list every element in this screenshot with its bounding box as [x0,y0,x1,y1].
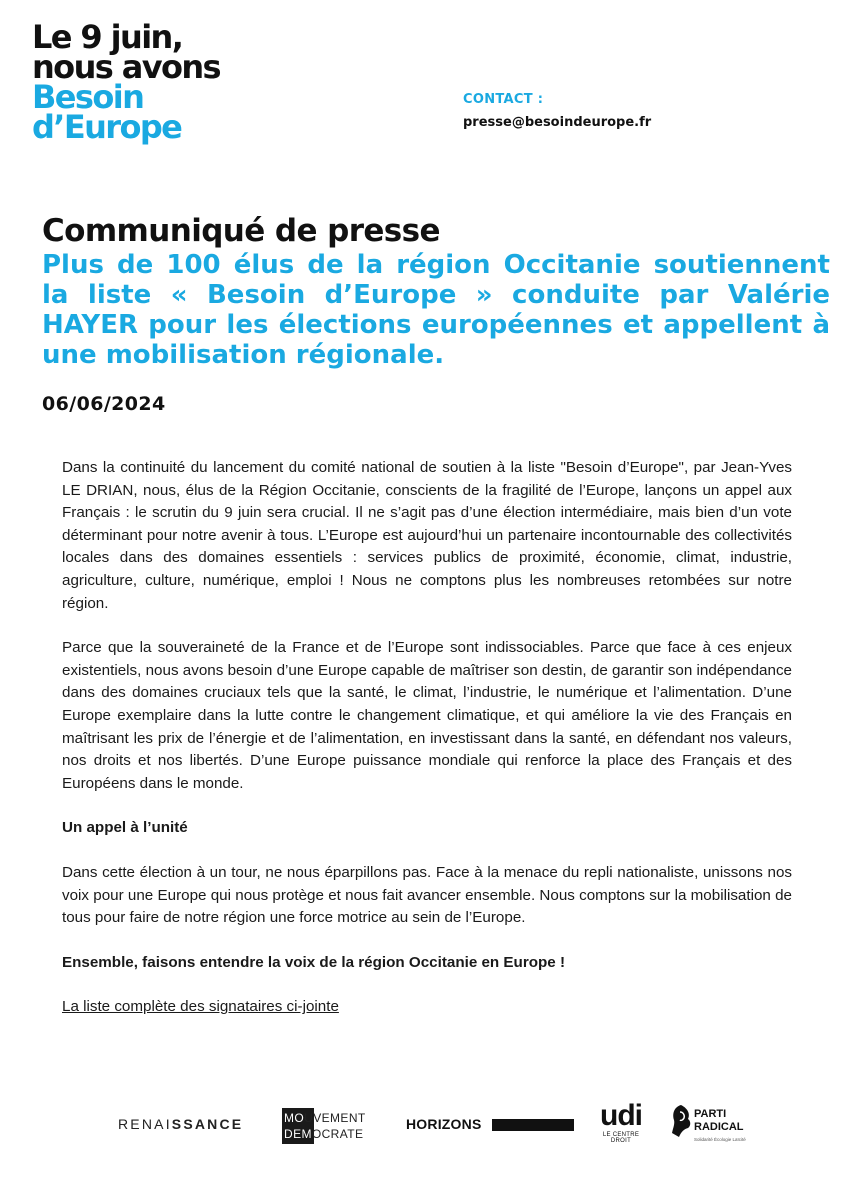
press-title: Communiqué de presse [42,213,440,249]
brand-line-3: Besoin [32,78,144,116]
closing-statement: Ensemble, faisons entendre la voix de la région Occitanie en Europe ! [62,953,566,971]
contact-label: CONTACT : [463,92,544,107]
modem-line-2a: DEM [284,1127,312,1141]
signatories-link[interactable]: La liste complète des signataires ci-jointe [62,998,339,1016]
udi-subtitle: LE CENTRE DROIT [602,1132,640,1144]
party-logos [118,1099,758,1150]
renaissance-text-a: RENAI [118,1116,172,1132]
contact-email[interactable]: presse@besoindeurope.fr [463,115,652,130]
press-date: 06/06/2024 [42,393,166,415]
modem-logo [282,1108,390,1144]
press-headline: Plus de 100 élus de la région Occitanie soutiennent la liste « Besoin d’Europe » conduite par Valérie HAYER pour les élections européennes et appellent à une mobilisation régionale. [42,250,830,370]
modem-line-2b: OCRATE [311,1127,364,1141]
radical-text: RADICAL [694,1121,744,1133]
modem-line-1b: UVEMENT [304,1111,366,1125]
udi-text: udi [600,1099,642,1132]
horizons-text: HORIZONS [406,1116,482,1132]
horizons-logo [406,1116,574,1132]
marianne-icon [670,1104,692,1138]
parti-radical-logo [670,1104,750,1150]
paragraph-1: Dans la continuité du lancement du comité national de soutien à la liste "Besoin d’Europe", par Jean-Yves LE DRIAN, nous, élus de la Région Occitanie, conscients de la fragilité de l’Europe, lançons un appel aux Français : le scrutin du 9 juin sera crucial. Il ne s’agit pas d’une élection intermédiaire, mais bien d’un vote déterminant pour notre avenir à tous. L’Europe est aujourd’hui un partenaire incontournable des collectivités locales dans des domaines essentiels : services publics de proximité, économie, climat, industrie, agriculture, culture, numérique, emploi ! Nous ne comptons plus les nombreuses retombées sur notre région. [62,459,792,612]
modem-line-1a: MO [284,1111,305,1125]
brand-line-2: nous avons [32,48,221,86]
contact-block [463,92,651,130]
parti-text: PARTI [694,1108,727,1120]
renaissance-logo [118,1116,243,1132]
paragraph-3: Dans cette élection à un tour, ne nous éparpillons pas. Face à la menace du repli nationaliste, unissons nos voix pour une Europe qui nous protège et nous fait avancer ensemble. Nous comptons sur la mobilisation de tous pour faire de notre région une force motrice au sein de l’Europe. [62,863,792,927]
brand-line-4: d’Europe [32,108,182,146]
modem-line-1 [284,1111,366,1125]
parti-radical-subtitle: Solidarité Écologie Laïcité [694,1137,746,1142]
parti-radical-text [694,1108,744,1134]
modem-line-2 [284,1127,363,1141]
brand-line-1: Le 9 juin, [32,18,183,56]
horizons-bar [492,1119,574,1131]
renaissance-text-b: SSANCE [171,1116,244,1132]
subheading-unity: Un appel à l’unité [62,819,188,837]
press-body [62,457,792,1041]
udi-logo [596,1100,646,1148]
brand-logo [32,18,292,146]
paragraph-2: Parce que la souveraineté de la France et de l’Europe sont indissociables. Parce que face à ces enjeux existentiels, nous avons besoin d’une Europe capable de maîtriser son destin, de garantir son indépendance dans des domaines cruciaux tels que la santé, le climat, l’industrie, le numérique et l’alimentation. D’une Europe exemplaire dans la lutte contre le changement climatique, et qui améliore la vie des Français en maîtrisant les prix de l’énergie et de l’alimentation, en investissant dans la santé, en défendant nos valeurs, nos droits et nos libertés. D’une Europe puissance mondiale qui renforce la place des Français et des Européens dans le monde. [62,639,792,792]
